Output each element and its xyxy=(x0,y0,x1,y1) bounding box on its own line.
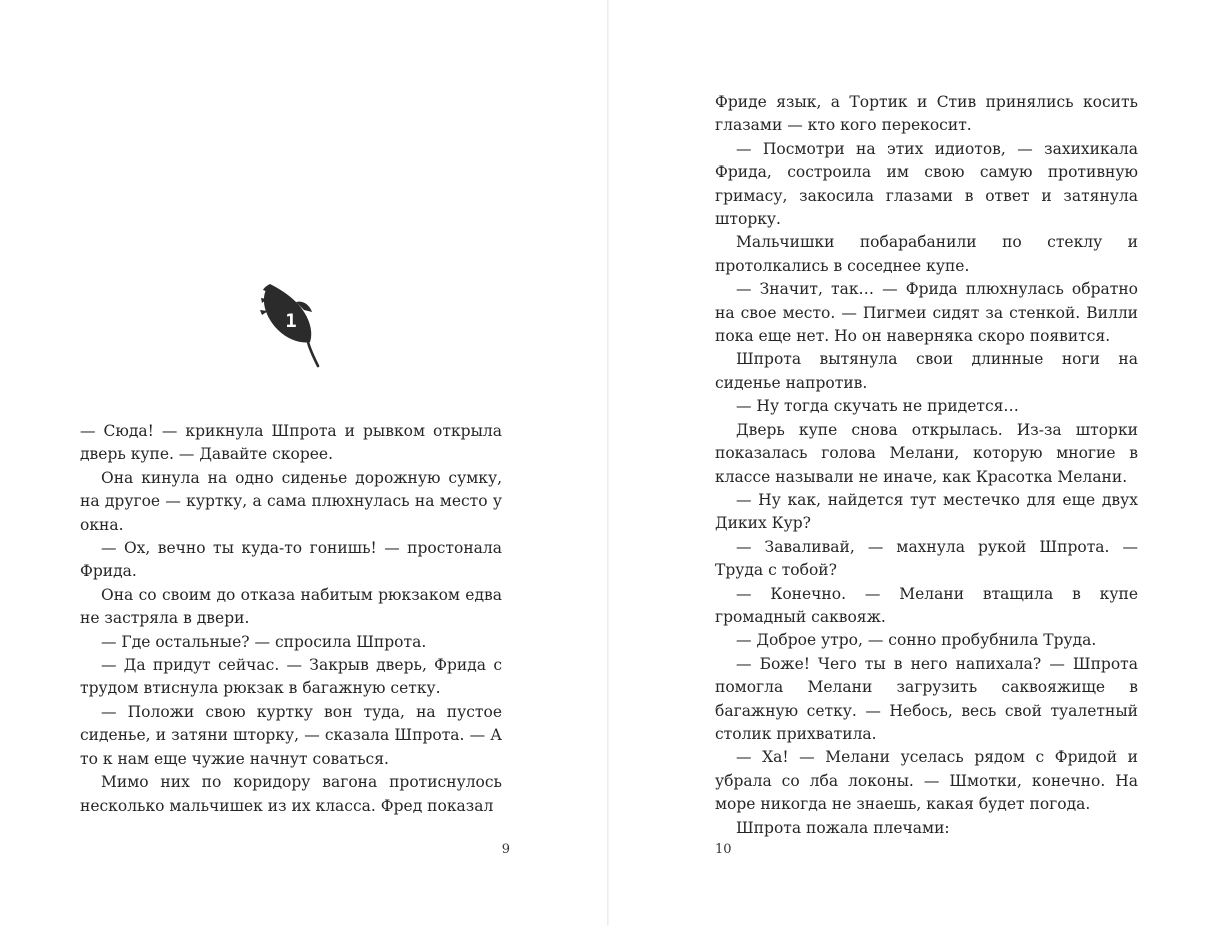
paragraph: — Значит, так… — Фрида плюхнулась обратно на свое место. — Пигмеи сидят за стенкой. Вилли пока еще нет. Но он наверняка скоро появится. xyxy=(715,280,1138,346)
left-page xyxy=(0,0,607,926)
chapter-number: 1 xyxy=(285,310,297,332)
paragraph: — Боже! Чего ты в него напихала? — Шпрота помогла Мелани загрузить саквояжище в багажную сетку. — Небось, весь свой туалетный столик прихватила. xyxy=(715,654,1138,743)
right-page-text xyxy=(715,91,1138,840)
paragraph: Шпрота вытянула свои длинные ноги на сиденье напротив. xyxy=(715,350,1138,392)
paragraph: — Доброе утро, — сонно пробубнила Труда. xyxy=(736,631,1097,650)
paragraph: Дверь купе снова открылась. Из-за шторки показалась голова Мелани, которую многие в классе называли не иначе, как Красотка Мелани. xyxy=(715,420,1138,486)
left-page-text xyxy=(80,420,502,818)
page-number-right: 10 xyxy=(715,842,732,857)
paragraph: — Ха! — Мелани уселась рядом с Фридой и убрала со лба локоны. — Шмотки, конечно. На море никогда не знаешь, какая будет погода. xyxy=(715,748,1138,814)
paragraph: — Ну как, найдется тут местечко для еще двух Диких Кур? xyxy=(715,490,1138,533)
page-number-left: 9 xyxy=(501,842,510,857)
paragraph: Она кинула на одно сиденье дорожную сумку, на другое — куртку, а сама плюхнулась на место у окна. xyxy=(80,468,502,534)
paragraph-continuation: Фриде язык, а Тортик и Стив принялись косить глазами — кто кого перекосит. xyxy=(715,93,1138,135)
paragraph: — Где остальные? — спросила Шпрота. xyxy=(101,632,427,651)
paragraph: Мальчишки побарабанили по стеклу и протолкались в соседнее купе. xyxy=(715,233,1138,275)
paragraph: — Ох, вечно ты куда-то гонишь! — простонала Фрида. xyxy=(80,539,502,581)
paragraph: — Сюда! — крикнула Шпрота и рывком открыла дверь купе. — Давайте скорее. xyxy=(80,422,502,464)
paragraph: — Конечно. — Мелани втащила в купе громадный саквояж. xyxy=(715,584,1138,626)
paragraph: — Заваливай, — махнула рукой Шпрота. — Труда с тобой? xyxy=(715,537,1138,580)
paragraph: — Ну тогда скучать не придется… xyxy=(736,397,1019,416)
paragraph: Мимо них по коридору вагона протиснулось несколько мальчишек из их класса. Фред показал xyxy=(80,773,502,815)
paragraph: — Да придут сейчас. — Закрыв дверь, Фрида с трудом втиснула рюкзак в багажную сетку. xyxy=(80,656,502,698)
paragraph: Шпрота пожала плечами: xyxy=(736,818,950,837)
paragraph: Она со своим до отказа набитым рюкзаком едва не застряла в двери. xyxy=(80,585,502,628)
paragraph: — Посмотри на этих идиотов, — захихикала Фрида, состроила им свою самую противную гримасу, закосила глазами в ответ и затянула шторку. xyxy=(715,139,1138,229)
paragraph: — Положи свою куртку вон туда, на пустое сиденье, и затяни шторку, — сказала Шпрота. — А то к нам еще чужие начнут соваться. xyxy=(80,702,502,768)
